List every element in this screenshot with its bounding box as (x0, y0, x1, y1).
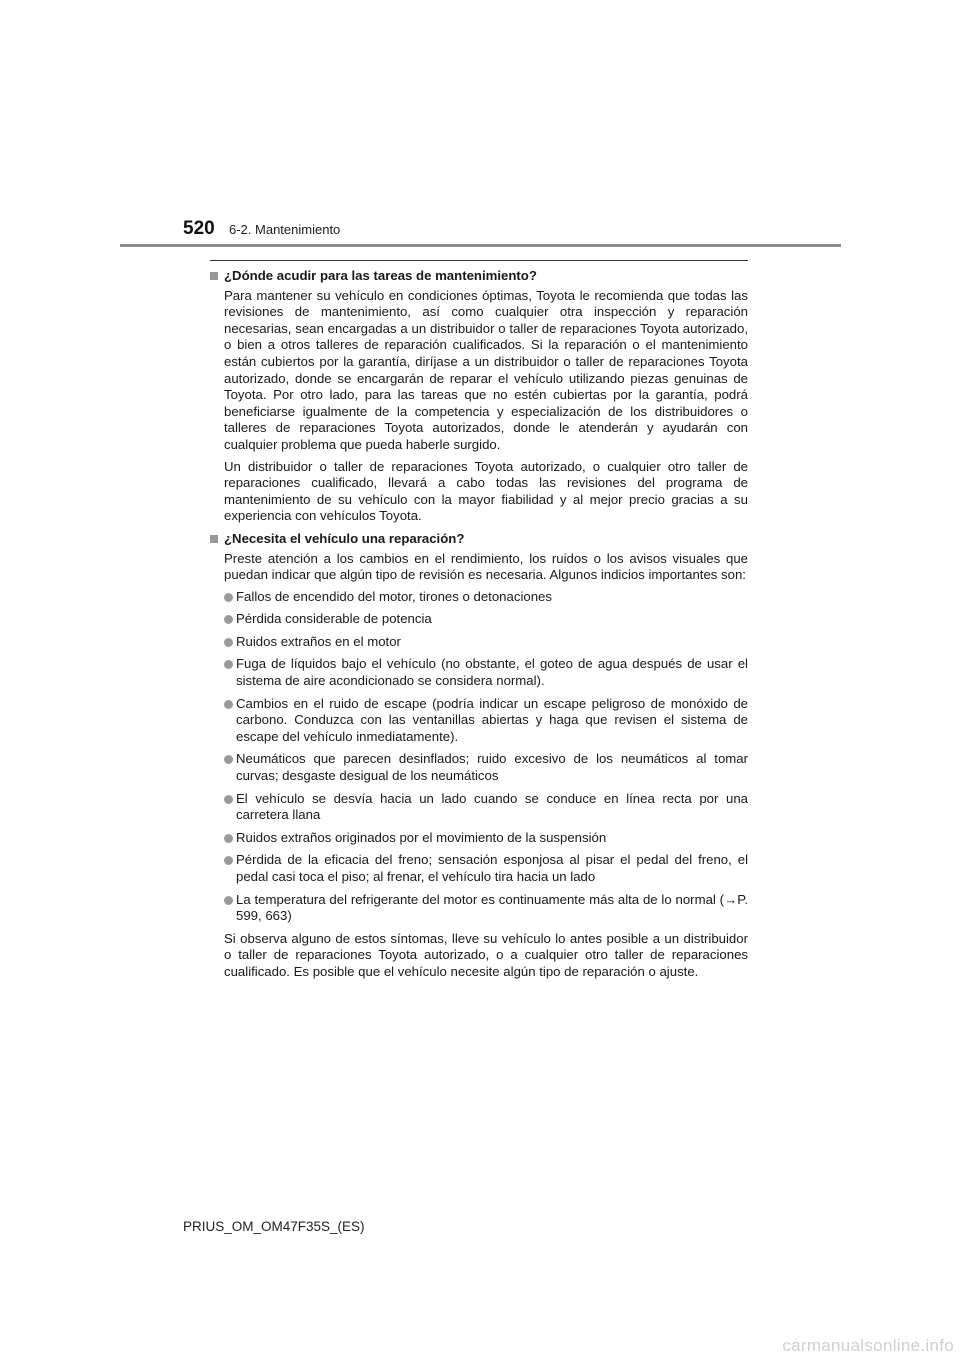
list-item (224, 791, 748, 824)
circle-bullet-icon (224, 700, 233, 709)
section-heading-maintenance (210, 268, 748, 285)
page-number: 520 (183, 218, 215, 239)
list-item (224, 611, 748, 628)
header-rule (120, 244, 841, 247)
circle-bullet-icon (224, 755, 233, 764)
circle-bullet-icon (224, 660, 233, 669)
list-item (224, 892, 748, 925)
square-bullet-icon (210, 535, 218, 543)
list-item (224, 634, 748, 651)
circle-bullet-icon (224, 896, 233, 905)
circle-bullet-icon (224, 593, 233, 602)
list-item-text: Neumáticos que parecen desinflados; ruido excesivo de los neumáticos al tomar curvas; desgaste desigual de los neumáticos (236, 751, 748, 784)
list-item-text: Cambios en el ruido de escape (podría indicar un escape peligroso de monóxido de carbono. Conduzca con las ventanillas abiertas y haga que revisen el sistema de escape del vehículo inmediatamente). (236, 695, 748, 744)
list-item-text: Ruidos extraños en el motor (236, 633, 401, 649)
circle-bullet-icon (224, 834, 233, 843)
list-item-text: Fuga de líquidos bajo el vehículo (no obstante, el goteo de agua después de usar el sistema de aire acondicionado se considera normal). (236, 656, 748, 689)
list-item-text: El vehículo se desvía hacia un lado cuando se conduce en línea recta por una carretera llana (236, 790, 748, 823)
section-heading-text: ¿Dónde acudir para las tareas de mantenimiento? (224, 268, 537, 283)
paragraph: Para mantener su vehículo en condiciones óptimas, Toyota le recomienda que todas las revisiones de mantenimiento, así como cualquier otra inspección y reparación necesarias, sean encargadas a un distribuidor o taller de reparaciones Toyota autorizado, o bien a otros talleres de reparación cualificados. Si la reparación o el mantenimiento están cubiertos por la garantía, diríjase a un distribuidor o taller de reparaciones Toyota autorizado, donde se encargarán de reparar el vehículo utilizando piezas genuinas de Toyota. Por otro lado, para las tareas que no estén cubiertas por la garantía, podrá beneficiarse igualmente de la competencia y especialización de los distribuidores o talleres de reparaciones Toyota autorizados, donde le atenderán y ayudarán con cualquier problema que pueda haberle surgido. (224, 287, 748, 452)
paragraph: Un distribuidor o taller de reparaciones Toyota autorizado, o cualquier otro taller de reparaciones cualificado, llevará a cabo todas las revisiones del programa de mantenimiento de su vehículo con la mayor fiabilidad y al mejor precio gracias a su experiencia con vehículos Toyota. (224, 458, 748, 524)
list-item (224, 751, 748, 784)
square-bullet-icon (210, 272, 218, 280)
document-id: PRIUS_OM_OM47F35S_(ES) (183, 1219, 365, 1234)
section-heading-repair (210, 531, 748, 548)
list-item-text: La temperatura del refrigerante del motor es continuamente más alta de lo normal (→P. 599, 663) (236, 891, 748, 924)
list-item-text: Pérdida considerable de potencia (236, 611, 432, 627)
list-item (224, 852, 748, 885)
list-item (224, 830, 748, 847)
content-area (210, 268, 748, 986)
paragraph: Preste atención a los cambios en el rendimiento, los ruidos o los avisos visuales que puedan indicar que algún tipo de revisión es necesaria. Algunos indicios importantes son: (224, 550, 748, 583)
watermark: carmanualsonline.info (782, 1336, 954, 1355)
circle-bullet-icon (224, 638, 233, 647)
paragraph: Si observa alguno de estos síntomas, lleve su vehículo lo antes posible a un distribuidor o taller de reparaciones Toyota autorizado, o a cualquier otro taller de reparaciones cualificado. Es posible que el vehículo necesite algún tipo de reparación o ajuste. (224, 930, 748, 979)
list-item (224, 589, 748, 606)
section-heading-text: ¿Necesita el vehículo una reparación? (224, 530, 465, 546)
section-label: 6-2. Mantenimiento (229, 222, 341, 237)
circle-bullet-icon (224, 856, 233, 865)
list-item-text: Fallos de encendido del motor, tirones o detonaciones (236, 588, 552, 604)
list-item (224, 656, 748, 689)
list-item (224, 696, 748, 746)
content-rule (210, 260, 748, 261)
circle-bullet-icon (224, 615, 233, 624)
list-item-text: Ruidos extraños originados por el movimiento de la suspensión (236, 829, 607, 845)
list-item-text: Pérdida de la eficacia del freno; sensación esponjosa al pisar el pedal del freno, el pedal casi toca el piso; al frenar, el vehículo tira hacia un lado (236, 852, 748, 884)
circle-bullet-icon (224, 795, 233, 804)
